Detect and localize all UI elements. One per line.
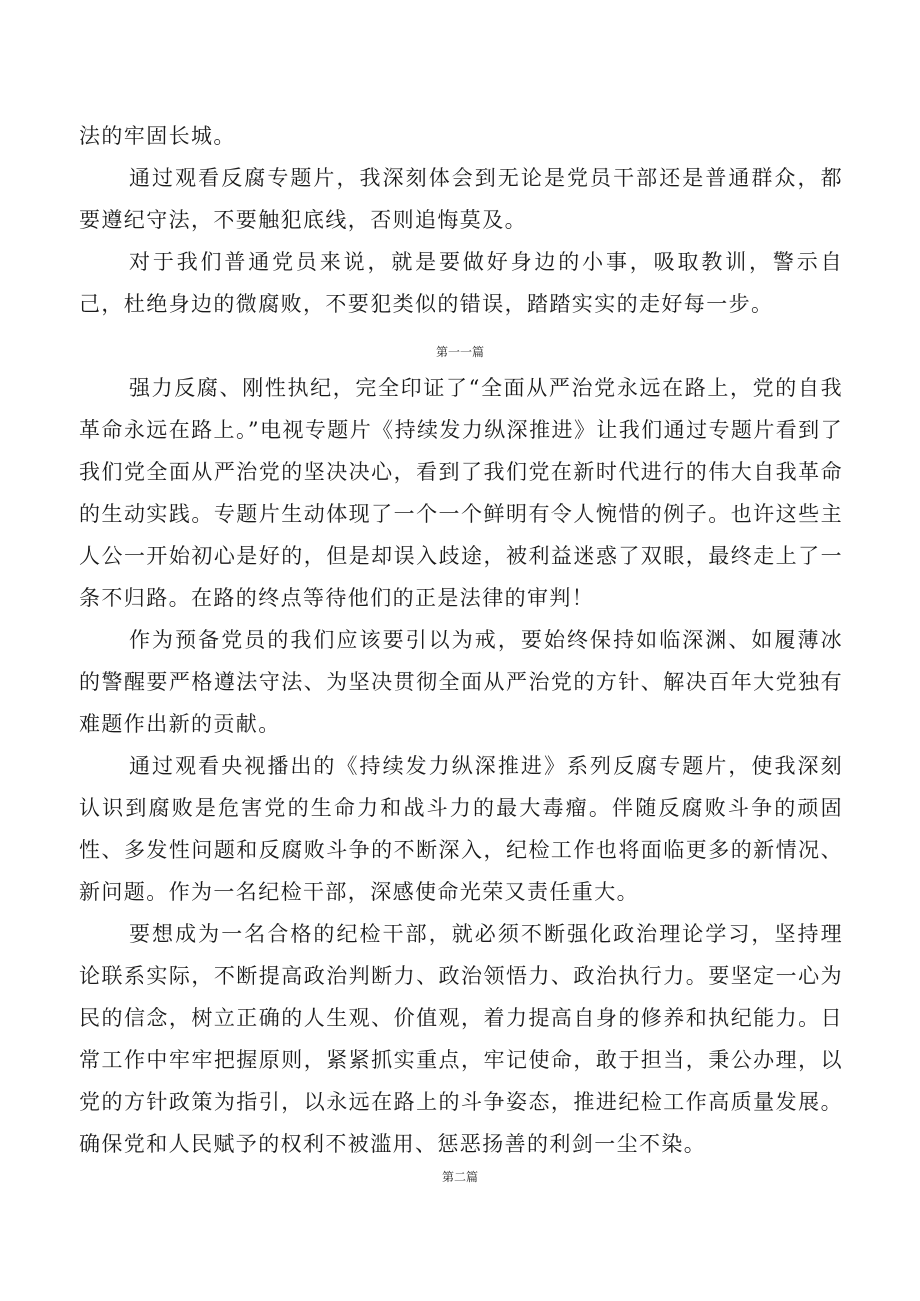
paragraph-5: 通过观看央视播出的《持续发力纵深推进》系列反腐专题片，使我深刻认识到腐败是危害党的生命力和战斗力的最大毒瘤。伴随反腐败斗争的顽固性、多发性问题和反腐败斗争的不断深入，纪检工作也将面临更多的新情况、新问题。作为一名纪检干部，深感使命光荣又责任重大。 <box>79 754 843 904</box>
paragraph-4: 作为预备党员的我们应该要引以为戒，要始终保持如临深渊、如履薄冰的警醒要严格遵法守法、为坚决贯彻全面从严治党的方针、解决百年大党独有难题作出新的贡献。 <box>79 628 843 736</box>
paragraph-3: 强力反腐、刚性执纪，完全印证了“全面从严治党永远在路上，党的自我革命永远在路上。”电视专题片《持续发力纵深推进》让我们通过专题片看到了我们党全面从严治党的坚决决心，看到了我们党在新时代进行的伟大自我革命的生动实践。专题片生动体现了一个一个鲜明有令人惋惜的例子。也许这些主人公一开始初心是好的，但是却误入歧途，被利益迷惑了双眼，最终走上了一条不归路。在路的终点等待他们的正是法律的审判！ <box>79 376 843 610</box>
section-heading-1: 第一一篇 <box>435 345 484 359</box>
paragraph-2: 对于我们普通党员来说，就是要做好身边的小事，吸取教训，警示自己，杜绝身边的微腐败，不要犯类似的错误，踏踏实实的走好每一步。 <box>79 250 843 316</box>
paragraph-6: 要想成为一名合格的纪检干部，就必须不断强化政治理论学习，坚持理论联系实际，不断提高政治判断力、政治领悟力、政治执行力。要坚定一心为民的信念，树立正确的人生观、价值观，着力提高自身的修养和执纪能力。日常工作中牢牢把握原则，紧紧抓实重点，牢记使命，敢于担当，秉公办理，以党的方针政策为指引，以永远在路上的斗争姿态，推进纪检工作高质量发展。确保党和人民赋予的权利不被滥用、惩恶扬善的利剑一尘不染。 <box>79 922 843 1156</box>
paragraph-continuation: 法的牢固长城。 <box>79 124 236 148</box>
paragraph-1: 通过观看反腐专题片，我深刻体会到无论是党员干部还是普通群众，都要遵纪守法，不要触犯底线，否则追悔莫及。 <box>79 166 843 232</box>
section-heading-2: 第二篇 <box>441 1170 478 1184</box>
